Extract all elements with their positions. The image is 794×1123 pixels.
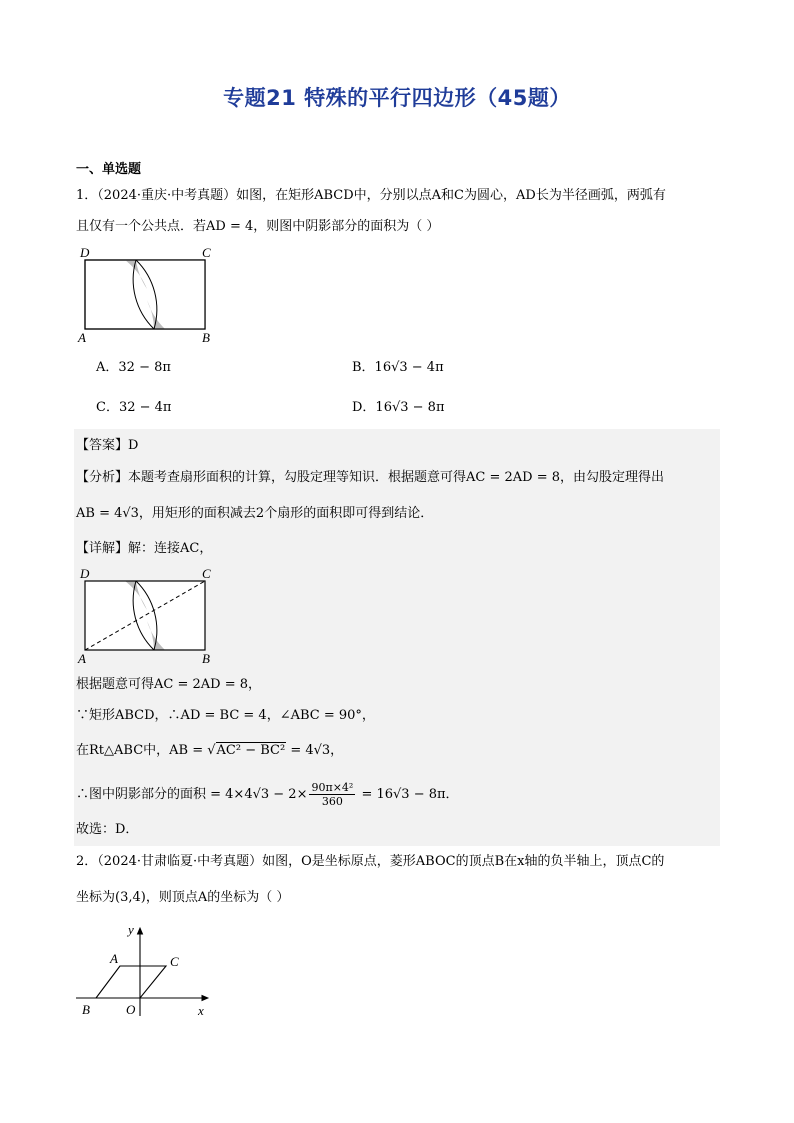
q1-conclusion: 故选：D． xyxy=(76,822,139,837)
q1-label-C: C xyxy=(202,245,211,260)
q1-option-b: B．16√3 − 4π xyxy=(352,360,444,375)
q1-option-c: C．32 − 4π xyxy=(96,400,172,415)
q1-step3-suffix: = 4√3， xyxy=(286,743,344,758)
q1-option-a: A．32 − 8π xyxy=(96,360,171,375)
q2-stem-line2: 坐标为(3,4)，则顶点A的坐标为（ ） xyxy=(76,890,290,905)
q1-step4-numerator: 90π×4² xyxy=(311,781,354,794)
q2-label-O: O xyxy=(126,1002,136,1017)
q1-step2: ∵矩形ABCD，∴AD = BC = 4，∠ABC = 90°， xyxy=(76,708,375,723)
q1-step3-radicand: AC² − BC² xyxy=(216,743,286,758)
q1-step3-prefix: 在Rt△ABC中，AB = xyxy=(76,743,208,758)
page-title: 专题21 特殊的平行四边形（45题） xyxy=(223,86,571,110)
q1-stem-line2: 且仅有一个公共点．若AD = 4，则图中阴影部分的面积为（ ） xyxy=(76,219,440,234)
q1-detail-label-C: C xyxy=(202,566,211,581)
q2-label-A: A xyxy=(110,951,118,966)
q1-detail-intro: 【详解】解：连接AC， xyxy=(76,541,213,556)
q1-detail-label-A: A xyxy=(78,651,86,665)
q1-analysis-line1: 【分析】本题考查扇形面积的计算，勾股定理等知识．根据题意可得AC = 2AD = 8，由勾股定理得出 xyxy=(76,470,665,485)
q1-step4-prefix: ∴图中阴影部分的面积 = 4×4√3 − 2× xyxy=(76,787,308,802)
q1-detail-figure xyxy=(74,565,224,665)
q2-label-C: C xyxy=(170,954,179,969)
q1-detail-label-B: B xyxy=(202,651,210,665)
q1-step4-suffix: = 16√3 − 8π． xyxy=(357,787,459,802)
section-heading: 一、单选题 xyxy=(76,162,142,177)
q1-label-D: D xyxy=(80,245,90,260)
q1-analysis-line2: AB = 4√3，用矩形的面积减去2个扇形的面积即可得到结论． xyxy=(76,506,434,521)
q1-step4-fraction xyxy=(309,781,355,808)
q2-label-y: y xyxy=(128,922,134,937)
q1-label-A: A xyxy=(78,330,86,344)
q1-detail-label-D: D xyxy=(80,566,90,581)
q2-rhombus-figure xyxy=(74,920,224,1020)
q1-rectangle-figure xyxy=(74,244,224,344)
q1-label-B: B xyxy=(202,330,210,344)
q1-step4-denominator: 360 xyxy=(321,795,343,808)
q2-label-x: x xyxy=(198,1003,204,1018)
q1-step4 xyxy=(76,780,459,810)
q1-answer: 【答案】D xyxy=(76,438,139,453)
q1-stem-line1: 1．（2024·重庆·中考真题）如图，在矩形ABCD中，分别以点A和C为圆心，AD长为半径画弧，两弧有 xyxy=(76,188,666,203)
q2-stem-line1: 2．（2024·甘肃临夏·中考真题）如图，O是坐标原点，菱形ABOC的顶点B在x轴的负半轴上，顶点C的 xyxy=(76,854,665,869)
q1-step3: 在Rt△ABC中，AB = √AC² − BC² = 4√3， xyxy=(76,743,344,758)
q1-step1: 根据题意可得AC = 2AD = 8， xyxy=(76,677,262,692)
q1-option-d: D．16√3 − 8π xyxy=(352,400,445,415)
q2-label-B: B xyxy=(82,1002,90,1017)
